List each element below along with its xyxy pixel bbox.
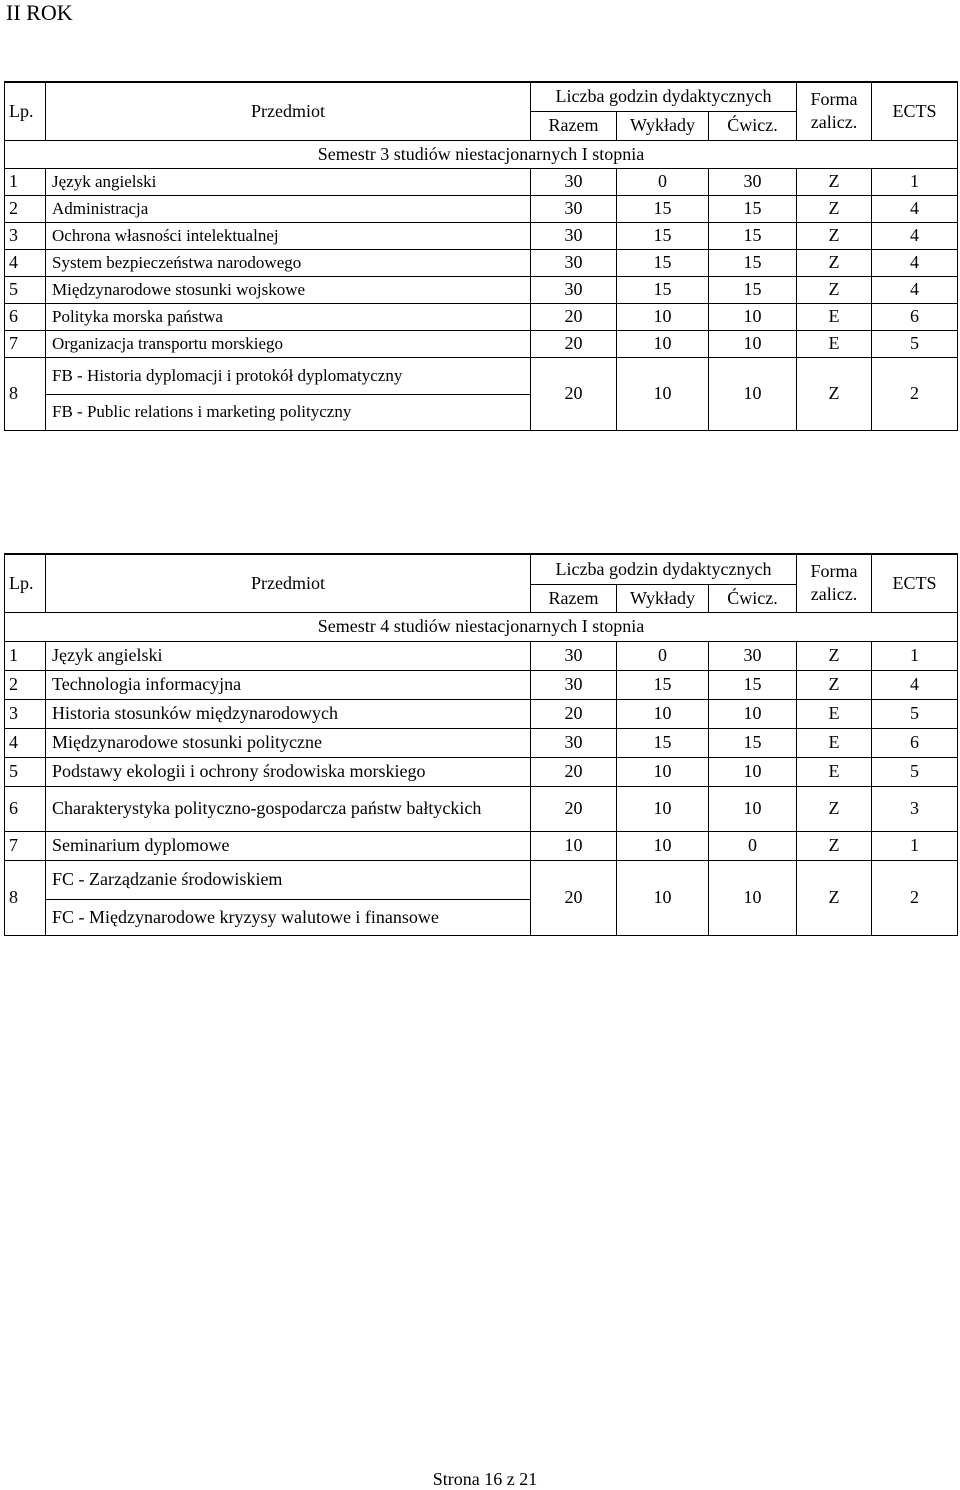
hours-total: 10	[531, 831, 617, 860]
semester-heading: Semestr 3 studiów niestacjonarnych I stopnia	[5, 140, 958, 168]
table-row	[5, 357, 958, 430]
table-row	[5, 195, 958, 222]
header-lp: Lp.	[5, 82, 46, 140]
subject-name: Język angielski	[46, 641, 531, 670]
table-row	[5, 831, 958, 860]
hours-lectures: 10	[617, 699, 709, 728]
hours-total: 30	[531, 195, 617, 222]
header-form: Forma zalicz.	[797, 82, 872, 140]
elective-options	[46, 357, 531, 430]
subject-name: Międzynarodowe stosunki wojskowe	[46, 276, 531, 303]
ects-value: 4	[872, 276, 958, 303]
row-lp: 4	[5, 249, 46, 276]
form-value: Z	[797, 641, 872, 670]
hours-lectures: 0	[617, 168, 709, 195]
table-row	[5, 860, 958, 935]
ects-value: 1	[872, 641, 958, 670]
table-row	[5, 670, 958, 699]
hours-lectures: 10	[617, 303, 709, 330]
hours-total: 20	[531, 757, 617, 786]
form-value: Z	[797, 670, 872, 699]
hours-lectures: 15	[617, 670, 709, 699]
hours-total: 20	[531, 860, 617, 935]
subject-name: Polityka morska państwa	[46, 303, 531, 330]
hours-exercises: 15	[709, 249, 797, 276]
row-lp: 5	[5, 276, 46, 303]
hours-lectures: 10	[617, 357, 709, 430]
hours-exercises: 10	[709, 757, 797, 786]
subject-name: Charakterystyka polityczno-gospodarcza państw bałtyckich	[46, 786, 531, 831]
hours-exercises: 15	[709, 670, 797, 699]
table-row	[5, 728, 958, 757]
hours-total: 20	[531, 303, 617, 330]
hours-exercises: 15	[709, 276, 797, 303]
ects-value: 1	[872, 831, 958, 860]
row-lp: 8	[5, 860, 46, 935]
page-footer: Strona 16 z 21	[432, 1469, 538, 1489]
hours-total: 30	[531, 728, 617, 757]
hours-exercises: 10	[709, 786, 797, 831]
hours-lectures: 10	[617, 860, 709, 935]
header-lectures: Wykłady	[617, 584, 709, 612]
ects-value: 5	[872, 699, 958, 728]
row-lp: 6	[5, 303, 46, 330]
table-row	[5, 303, 958, 330]
ects-value: 6	[872, 303, 958, 330]
subject-name: Ochrona własności intelektualnej	[46, 222, 531, 249]
header-subject: Przedmiot	[46, 554, 531, 612]
hours-total: 30	[531, 249, 617, 276]
hours-exercises: 15	[709, 728, 797, 757]
hours-exercises: 10	[709, 330, 797, 357]
hours-total: 30	[531, 168, 617, 195]
row-lp: 2	[5, 195, 46, 222]
header-total: Razem	[531, 584, 617, 612]
row-lp: 5	[5, 757, 46, 786]
table-row	[5, 330, 958, 357]
hours-exercises: 0	[709, 831, 797, 860]
form-value: Z	[797, 860, 872, 935]
header-lp: Lp.	[5, 554, 46, 612]
row-lp: 8	[5, 357, 46, 430]
form-value: Z	[797, 168, 872, 195]
table-row	[5, 222, 958, 249]
header-hours: Liczba godzin dydaktycznych	[531, 554, 797, 584]
elective-option: FC - Zarządzanie środowiskiem	[52, 869, 283, 890]
elective-options	[46, 860, 531, 935]
hours-total: 30	[531, 222, 617, 249]
form-value: Z	[797, 357, 872, 430]
elective-option: FB - Public relations i marketing polityczny	[46, 394, 530, 430]
ects-value: 6	[872, 728, 958, 757]
table-row	[5, 757, 958, 786]
hours-total: 20	[531, 330, 617, 357]
hours-lectures: 15	[617, 249, 709, 276]
subject-name: Podstawy ekologii i ochrony środowiska morskiego	[46, 757, 531, 786]
header-subject: Przedmiot	[46, 82, 531, 140]
hours-exercises: 30	[709, 641, 797, 670]
page-title: II ROK	[6, 0, 73, 25]
form-value: E	[797, 330, 872, 357]
elective-option: FB - Historia dyplomacji i protokół dyplomatyczny	[52, 365, 403, 385]
row-lp: 3	[5, 222, 46, 249]
subject-name: Administracja	[46, 195, 531, 222]
ects-value: 3	[872, 786, 958, 831]
subject-name: System bezpieczeństwa narodowego	[46, 249, 531, 276]
ects-value: 4	[872, 249, 958, 276]
form-value: E	[797, 728, 872, 757]
hours-lectures: 10	[617, 757, 709, 786]
header-ects: ECTS	[872, 554, 958, 612]
row-lp: 4	[5, 728, 46, 757]
table-row	[5, 786, 958, 831]
table-row	[5, 699, 958, 728]
semester-heading: Semestr 4 studiów niestacjonarnych I stopnia	[5, 612, 958, 641]
ects-value: 5	[872, 757, 958, 786]
subject-name: Międzynarodowe stosunki polityczne	[46, 728, 531, 757]
row-lp: 1	[5, 641, 46, 670]
ects-value: 4	[872, 222, 958, 249]
row-lp: 2	[5, 670, 46, 699]
hours-exercises: 10	[709, 699, 797, 728]
hours-exercises: 15	[709, 222, 797, 249]
form-value: Z	[797, 249, 872, 276]
ects-value: 1	[872, 168, 958, 195]
header-exercises: Ćwicz.	[709, 584, 797, 612]
row-lp: 6	[5, 786, 46, 831]
form-value: Z	[797, 276, 872, 303]
hours-total: 30	[531, 670, 617, 699]
row-lp: 7	[5, 330, 46, 357]
row-lp: 3	[5, 699, 46, 728]
subject-name: Organizacja transportu morskiego	[46, 330, 531, 357]
row-lp: 1	[5, 168, 46, 195]
header-exercises: Ćwicz.	[709, 111, 797, 140]
hours-lectures: 15	[617, 276, 709, 303]
hours-lectures: 15	[617, 195, 709, 222]
hours-total: 20	[531, 786, 617, 831]
form-value: Z	[797, 786, 872, 831]
table-row	[5, 276, 958, 303]
hours-total: 20	[531, 357, 617, 430]
ects-value: 5	[872, 330, 958, 357]
table-row	[5, 249, 958, 276]
hours-lectures: 10	[617, 786, 709, 831]
ects-value: 2	[872, 860, 958, 935]
hours-lectures: 10	[617, 330, 709, 357]
header-total: Razem	[531, 111, 617, 140]
hours-total: 30	[531, 276, 617, 303]
hours-exercises: 30	[709, 168, 797, 195]
form-value: Z	[797, 195, 872, 222]
hours-lectures: 0	[617, 641, 709, 670]
elective-option: FC - Międzynarodowe kryzysy walutowe i finansowe	[46, 899, 530, 935]
row-lp: 7	[5, 831, 46, 860]
form-value: Z	[797, 831, 872, 860]
ects-value: 4	[872, 670, 958, 699]
subject-name: Technologia informacyjna	[46, 670, 531, 699]
ects-value: 4	[872, 195, 958, 222]
hours-lectures: 10	[617, 831, 709, 860]
ects-value: 2	[872, 357, 958, 430]
semester-4-table	[4, 553, 958, 936]
subject-name: Język angielski	[46, 168, 531, 195]
form-value: Z	[797, 222, 872, 249]
header-lectures: Wykłady	[617, 111, 709, 140]
hours-exercises: 10	[709, 357, 797, 430]
table-row	[5, 168, 958, 195]
hours-exercises: 15	[709, 195, 797, 222]
hours-exercises: 10	[709, 303, 797, 330]
subject-name: Historia stosunków międzynarodowych	[46, 699, 531, 728]
subject-name: Seminarium dyplomowe	[46, 831, 531, 860]
header-form: Forma zalicz.	[797, 554, 872, 612]
header-hours: Liczba godzin dydaktycznych	[531, 82, 797, 111]
header-ects: ECTS	[872, 82, 958, 140]
form-value: E	[797, 699, 872, 728]
hours-total: 30	[531, 641, 617, 670]
hours-lectures: 15	[617, 728, 709, 757]
table-row	[5, 641, 958, 670]
semester-3-table	[4, 81, 958, 431]
hours-total: 20	[531, 699, 617, 728]
form-value: E	[797, 757, 872, 786]
hours-exercises: 10	[709, 860, 797, 935]
form-value: E	[797, 303, 872, 330]
hours-lectures: 15	[617, 222, 709, 249]
